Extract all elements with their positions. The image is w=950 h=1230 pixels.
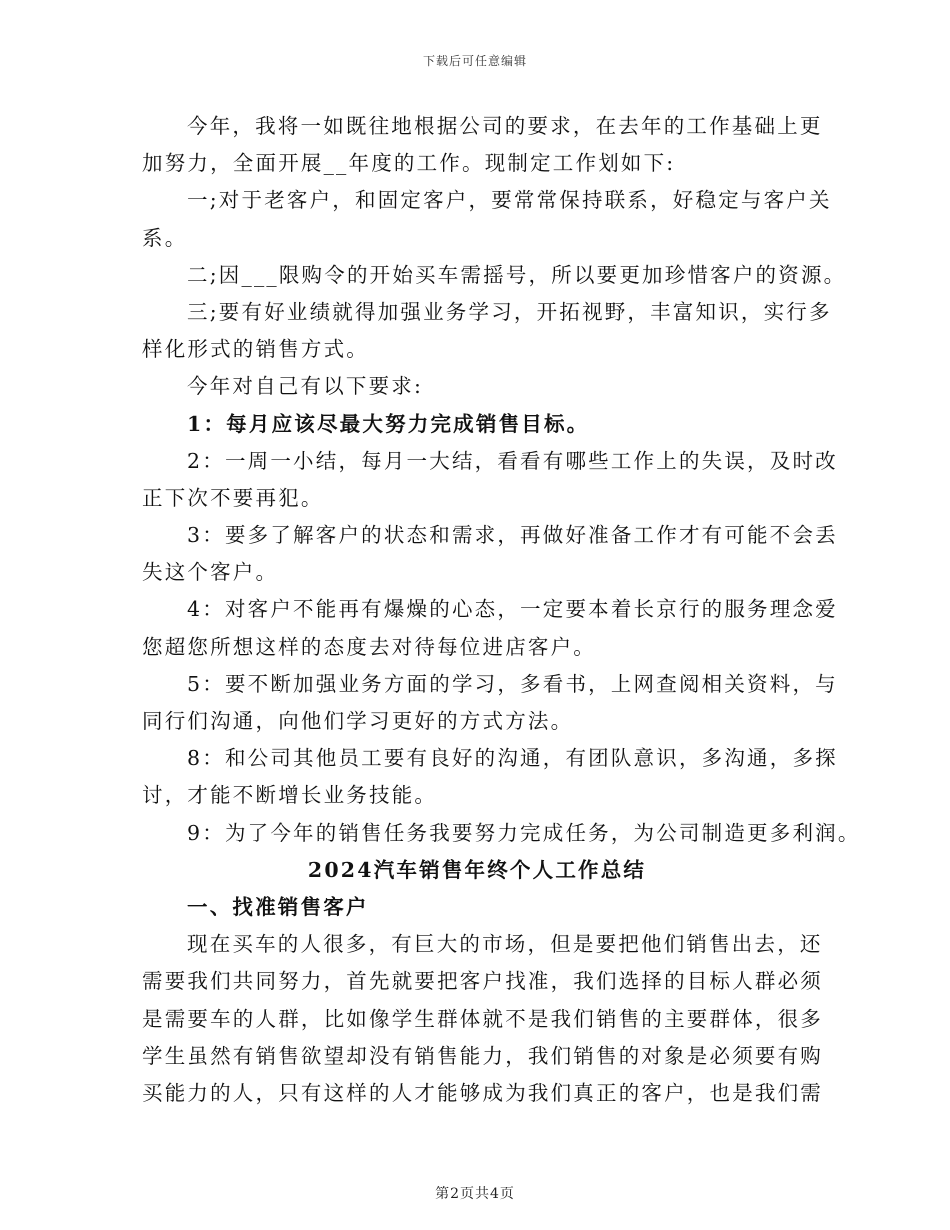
paragraph-line: 今年，我将一如既往地根据公司的要求，在去年的工作基础上更	[187, 114, 823, 138]
paragraph-line: 同行们沟通，向他们学习更好的方式方法。	[142, 709, 574, 733]
paragraph-line: 现在买车的人很多，有巨大的市场，但是要把他们销售出去，还	[187, 932, 823, 957]
paragraph-line: 9：为了今年的销售任务我要努力完成任务，为公司制造更多利润。	[187, 820, 861, 845]
paragraph-line: 4：对客户不能再有爆燥的心态，一定要本着长京行的服务理念爱	[187, 597, 838, 622]
paragraph-line: 5：要不断加强业务方面的学习，多看书，上网查阅相关资料，与	[187, 671, 838, 696]
paragraph-line: 二;因___限购令的开始买车需摇号，所以要更加珍惜客户的资源。	[187, 262, 847, 287]
paragraph-line: 2：一周一小结，每月一大结，看看有哪些工作上的失误，及时改	[187, 448, 838, 473]
paragraph-line: 学生虽然有销售欲望却没有销售能力，我们销售的对象是必须要有购	[142, 1043, 823, 1068]
paragraph-line: 一;对于老客户，和固定客户，要常常保持联系，好稳定与客户关	[187, 188, 832, 213]
paragraph-line: 样化形式的销售方式。	[142, 337, 369, 362]
paragraph-line: 讨，才能不断增长业务技能。	[142, 783, 438, 808]
paragraph-line: 是需要车的人群，比如像学生群体就不是我们销售的主要群体，很多	[142, 1006, 823, 1031]
paragraph-line: 3：要多了解客户的状态和需求，再做好准备工作才有可能不会丢	[187, 523, 838, 548]
page-number: 第2页共4页	[435, 1186, 515, 1202]
paragraph-line: 三;要有好业绩就得加强业务学习，开拓视野，丰富知识，实行多	[187, 299, 832, 324]
paragraph-line: 8：和公司其他员工要有良好的沟通，有团队意识，多沟通，多探	[187, 746, 838, 771]
section-title: 2024汽车销售年终个人工作总结	[307, 857, 647, 882]
paragraph-line: 需要我们共同努力，首先就要把客户找准，我们选择的目标人群必须	[142, 969, 823, 994]
section-heading: 一、找准销售客户	[187, 894, 369, 919]
paragraph-line: 系。	[142, 225, 188, 250]
paragraph-line: 失这个客户。	[142, 560, 279, 585]
paragraph-line: 正下次不要再犯。	[142, 485, 324, 510]
header-note: 下载后可任意编辑	[422, 54, 527, 68]
document-body	[142, 108, 861, 1112]
paragraph-line: 买能力的人，只有这样的人才能够成为我们真正的客户，也是我们需	[142, 1080, 823, 1105]
paragraph-line: 加努力，全面开展__年度的工作。现制定工作划如下:	[142, 151, 676, 176]
bold-requirement-line: 1：每月应该尽最大努力完成销售目标。	[187, 411, 590, 436]
paragraph-line: 您超您所想这样的态度去对待每位进店客户。	[142, 634, 596, 659]
paragraph-line: 今年对自己有以下要求:	[187, 374, 424, 399]
